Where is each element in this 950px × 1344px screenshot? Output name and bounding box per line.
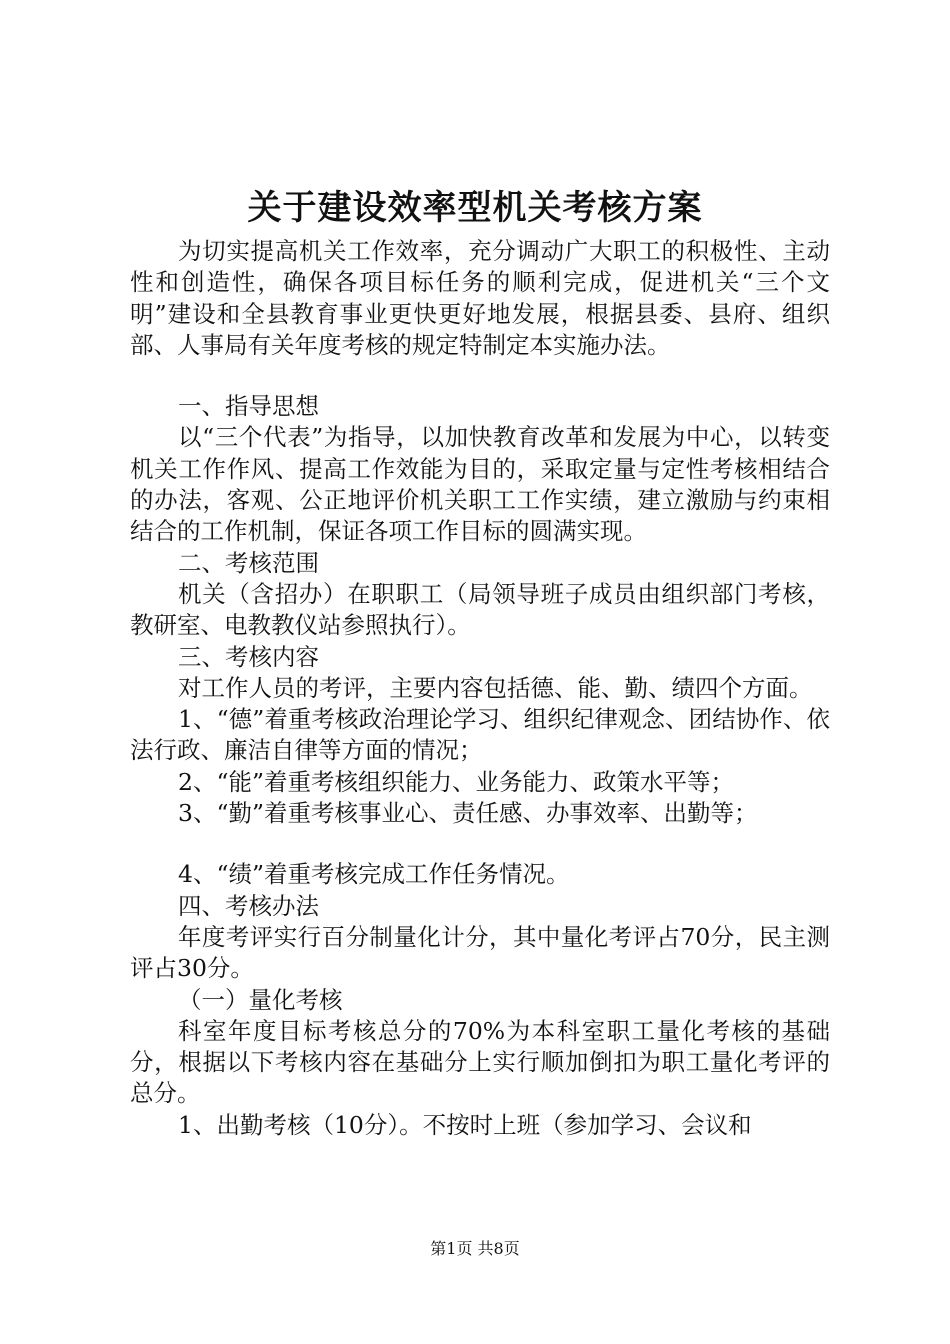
paragraph-intro: 为切实提高机关工作效率，充分调动广大职工的积极性、主动性和创造性，确保各项目标任务的顺利完成，促进机关“三个文明”建设和全县教育事业更快更好地发展，根据县委、县府、组织部、人事局有关年度考核的规定特制定本实施办法。: [130, 237, 830, 359]
list-item-neng: 2、“能”着重考核组织能力、业务能力、政策水平等；: [178, 767, 734, 796]
heading-content: 三、考核内容: [178, 642, 319, 671]
heading-guiding-ideology: 一、指导思想: [178, 392, 319, 421]
document-body: [130, 236, 830, 1141]
paragraph-attendance: 1、出勤考核（10分）。不按时上班（参加学习、会议和: [178, 1110, 752, 1139]
paragraph-content: 对工作人员的考评，主要内容包括德、能、勤、绩四个方面。: [178, 673, 813, 702]
list-item-ji: 4、“绩”着重考核完成工作任务情况。: [178, 860, 570, 889]
paragraph-guiding-ideology: 以“三个代表”为指导，以加快教育改革和发展为中心，以转变机关工作作风、提高工作效能为目的，采取定量与定性考核相结合的办法，客观、公正地评价机关职工工作实绩，建立激励与约束相结合的工作机制，保证各项工作目标的圆满实现。: [130, 423, 830, 546]
subheading-quantitative: （一）量化考核: [178, 985, 343, 1014]
page-footer: 第1页 共8页: [430, 1239, 520, 1258]
heading-method: 四、考核办法: [178, 891, 319, 920]
list-item-de: 1、“德”着重考核政治理论学习、组织纪律观念、团结协作、依法行政、廉洁自律等方面的情况；: [130, 705, 830, 765]
document-title: 关于建设效率型机关考核方案: [247, 188, 703, 228]
heading-scope: 二、考核范围: [178, 548, 319, 577]
paragraph-method: 年度考评实行百分制量化计分，其中量化考评占70分，民主测评占30分。: [130, 922, 830, 983]
paragraph-scope: 机关（含招办）在职职工（局领导班子成员由组织部门考核，教研室、电教教仪站参照执行）。: [130, 579, 830, 640]
paragraph-quantitative: 科室年度目标考核总分的70%为本科室职工量化考核的基础分，根据以下考核内容在基础分上实行顺加倒扣为职工量化考评的总分。: [130, 1016, 830, 1108]
list-item-qin: 3、“勤”着重考核事业心、责任感、办事效率、出勤等；: [178, 799, 758, 828]
